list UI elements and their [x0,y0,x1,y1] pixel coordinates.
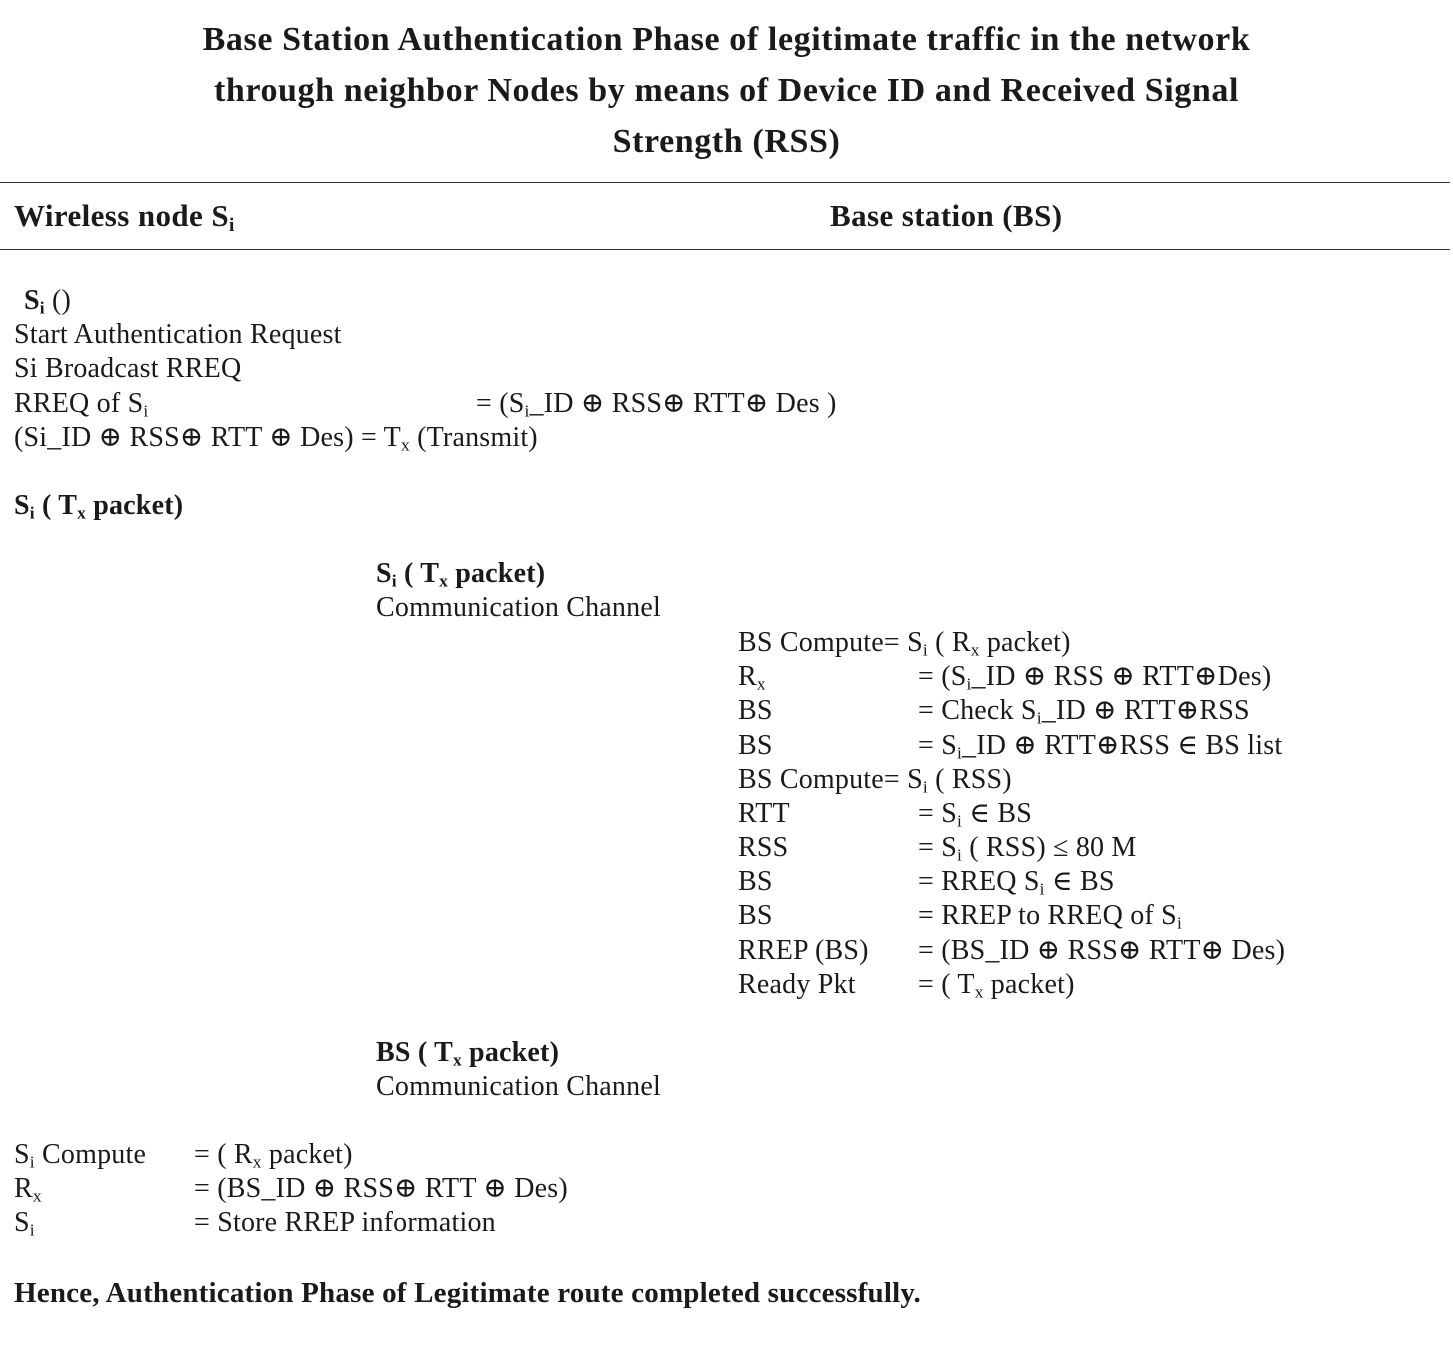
page-title [0,14,1453,167]
header-rule [0,249,1450,250]
si-compute-label: $S_i$ Compute [14,1139,147,1172]
bs-step: BS [738,900,773,931]
column-header-wireless-node: Wireless node $S_i$ [14,198,235,236]
bs-step: BS Compute= $S_i$ ( $R_x$ packet) [738,627,1071,660]
rx-rhs: = (BS_ID ⊕ RSS⊕ RTT ⊕ Des) [194,1173,568,1204]
si-store-rhs: = Store RREP information [194,1207,496,1238]
bs-step-rhs: = Check $S_i\_ID$ ⊕ RTT⊕RSS [918,695,1250,728]
bs-step: RREP (BS) [738,935,869,966]
bs-step-rhs: = RREP to RREQ of $S_i$ [918,900,1182,933]
bs-step-rhs: = $S_i\_ID$ ⊕ RTT⊕RSS ∈ BS list [918,730,1283,763]
bs-step: RTT [738,798,790,829]
bs-step: BS [738,730,773,761]
bs-step: Ready Pkt [738,969,856,1000]
bs-step: $R_x$ [738,661,766,694]
broadcast-line: Si Broadcast RREQ [14,353,242,384]
bs-step-rhs: = (BS_ID ⊕ RSS⊕ RTT⊕ Des) [918,935,1286,966]
si-compute-rhs: = ( $R_x$ packet) [194,1139,353,1172]
bs-step-rhs: = $S_i$ ∈ BS [918,798,1032,831]
conclusion-text: Hence, Authentication Phase of Legitimate route completed successfully. [14,1277,921,1309]
bs-step-rhs: = RREQ $S_i$ ∈ BS [918,866,1115,899]
rx-label: $R_x$ [14,1173,42,1206]
bs-step-rhs: = ( $T_x$ packet) [918,969,1075,1002]
channel1-label: Communication Channel [376,592,661,623]
channel1-packet: $S_i$ ( $T_x$ packet) [376,558,546,591]
bs-step-rhs: = $S_i$ ( RSS) ≤ 80 M [918,832,1137,865]
si-tx-packet: $S_i$ ( $T_x$ packet) [14,490,184,523]
channel2-label: Communication Channel [376,1071,661,1102]
start-auth-line: Start Authentication Request [14,319,342,350]
title-line-3: Strength (RSS) [612,123,841,160]
bs-step: BS Compute= $S_i$ ( RSS) [738,764,1012,797]
rreq-equation: = ($S_i\_ID$ ⊕ RSS⊕ RTT⊕ Des ) [476,388,837,421]
si-store-label: $S_i$ [14,1207,35,1240]
title-line-2: through neighbor Nodes by means of Device ID and Received Signal [213,72,1240,109]
transmit-line: (Si_ID ⊕ RSS⊕ RTT ⊕ $Des) = T_x$ (Transmit) [14,422,538,455]
channel2-packet: BS ( $T_x$ packet) [376,1037,560,1070]
bs-step: RSS [738,832,789,863]
column-header-base-station: Base station (BS) [830,198,1063,233]
bs-step: BS [738,695,773,726]
bs-step: BS [738,866,773,897]
top-rule [0,182,1450,183]
si-call: $S_i$ () [24,285,72,318]
bs-step-rhs: = ($S_i\_ID$ ⊕ RSS ⊕ RTT⊕Des) [918,661,1272,694]
rreq-label: RREQ of $S_i$ [14,388,149,421]
title-line-1: Base Station Authentication Phase of legitimate traffic in the network [202,21,1251,58]
